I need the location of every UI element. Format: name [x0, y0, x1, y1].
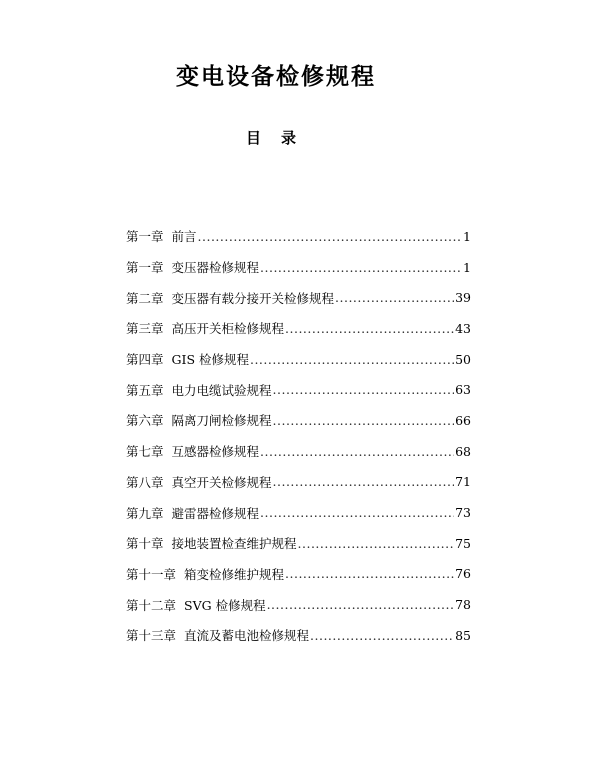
toc-page: 75 — [455, 535, 471, 551]
toc-title: 电力电缆试验规程 — [171, 382, 272, 398]
toc-page: 63 — [455, 382, 471, 398]
toc-page: 68 — [455, 443, 471, 459]
toc-entry[interactable] — [126, 436, 471, 467]
toc-leader — [285, 321, 454, 336]
toc-page: 78 — [455, 597, 471, 613]
toc-chapter: 第九章 — [126, 505, 164, 521]
toc-leader — [310, 628, 454, 643]
toc-page: 39 — [455, 290, 471, 306]
table-of-contents — [126, 221, 471, 651]
toc-entry[interactable] — [126, 405, 471, 436]
toc-page: 1 — [463, 228, 471, 244]
document-title: 变电设备检修规程 — [176, 64, 376, 90]
toc-leader — [273, 474, 455, 489]
toc-page: 66 — [455, 412, 471, 428]
toc-leader — [260, 260, 462, 275]
toc-chapter: 第二章 — [126, 290, 164, 306]
toc-leader — [250, 352, 454, 367]
toc-chapter: 第六章 — [126, 413, 164, 429]
toc-page: 85 — [455, 627, 471, 643]
toc-entry[interactable] — [126, 374, 471, 405]
toc-entry[interactable] — [126, 282, 471, 313]
toc-title: 变压器检修规程 — [171, 260, 260, 276]
toc-leader — [267, 597, 455, 612]
toc-chapter: 第十章 — [126, 536, 164, 552]
toc-title: 高压开关柜检修规程 — [171, 321, 285, 337]
toc-page: 76 — [455, 566, 471, 582]
toc-leader — [273, 382, 455, 397]
toc-leader — [260, 444, 454, 459]
toc-title: 隔离刀闸检修规程 — [171, 413, 272, 429]
toc-entry[interactable] — [126, 497, 471, 528]
toc-title: GIS 检修规程 — [171, 352, 249, 368]
toc-page: 50 — [455, 351, 471, 367]
toc-heading: 目录 — [246, 129, 317, 147]
toc-title: 直流及蓄电池检修规程 — [184, 628, 310, 644]
toc-title: 接地装置检查维护规程 — [171, 536, 297, 552]
toc-entry[interactable] — [126, 252, 471, 283]
toc-entry[interactable] — [126, 589, 471, 620]
toc-title: 箱变检修维护规程 — [184, 566, 285, 582]
toc-entry[interactable] — [126, 313, 471, 344]
toc-entry[interactable] — [126, 559, 471, 590]
toc-entry[interactable] — [126, 467, 471, 498]
toc-entry[interactable] — [126, 620, 471, 651]
toc-page: 73 — [455, 505, 471, 521]
toc-entry[interactable] — [126, 221, 471, 252]
toc-leader — [285, 566, 454, 581]
toc-chapter: 第八章 — [126, 474, 164, 490]
toc-leader — [198, 229, 463, 244]
toc-leader — [298, 536, 455, 551]
toc-chapter: 第十三章 — [126, 628, 177, 644]
toc-title: SVG 检修规程 — [184, 597, 266, 613]
toc-chapter: 第七章 — [126, 444, 164, 460]
toc-chapter: 第三章 — [126, 321, 164, 337]
toc-title: 避雷器检修规程 — [171, 505, 260, 521]
toc-entry[interactable] — [126, 528, 471, 559]
toc-page: 43 — [455, 320, 471, 336]
toc-chapter: 第四章 — [126, 352, 164, 368]
toc-chapter: 第五章 — [126, 382, 164, 398]
toc-chapter: 第十一章 — [126, 566, 177, 582]
toc-chapter: 第十二章 — [126, 597, 177, 613]
toc-title: 互感器检修规程 — [171, 444, 260, 460]
toc-page: 71 — [455, 474, 471, 490]
toc-leader — [335, 290, 454, 305]
toc-page: 1 — [463, 259, 471, 275]
toc-entry[interactable] — [126, 344, 471, 375]
toc-title: 真空开关检修规程 — [171, 474, 272, 490]
toc-title: 变压器有载分接开关检修规程 — [171, 290, 335, 306]
toc-title: 前言 — [171, 229, 197, 245]
toc-chapter: 第一章 — [126, 229, 164, 245]
toc-leader — [260, 505, 454, 520]
toc-leader — [273, 413, 455, 428]
toc-chapter: 第一章 — [126, 260, 164, 276]
